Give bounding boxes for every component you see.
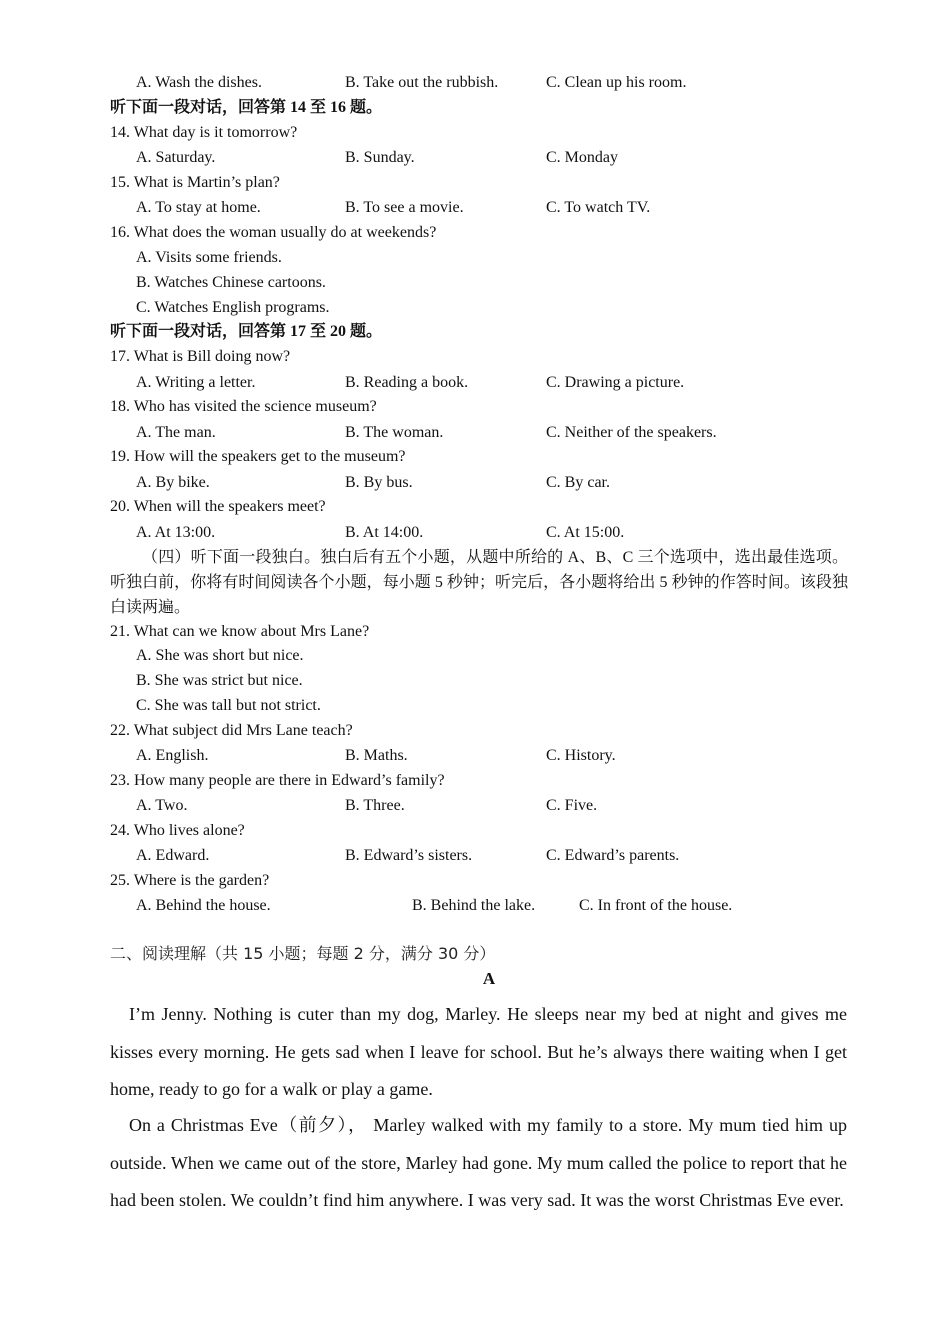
question-22: 22. What subject did Mrs Lane teach? xyxy=(110,722,353,739)
q19-option-b: B. By bus. xyxy=(345,474,413,491)
q24-option-c: C. Edward’s parents. xyxy=(546,847,680,864)
q21-option-b: B. She was strict but nice. xyxy=(136,672,303,689)
q15-option-b: B. To see a movie. xyxy=(345,199,464,216)
q23-option-b: B. Three. xyxy=(345,797,405,814)
question-25: 25. Where is the garden? xyxy=(110,872,270,889)
q20-option-c: C. At 15:00. xyxy=(546,524,625,541)
q16-option-c: C. Watches English programs. xyxy=(136,299,330,316)
q18-option-a: A. The man. xyxy=(136,424,216,441)
question-16: 16. What does the woman usually do at weekends? xyxy=(110,224,437,241)
question-20: 20. When will the speakers meet? xyxy=(110,498,326,515)
q25-option-c: C. In front of the house. xyxy=(579,897,733,914)
section-2-header: 二、阅读理解（共 15 小题；每题 2 分，满分 30 分） xyxy=(110,944,496,963)
q14-option-b: B. Sunday. xyxy=(345,149,415,166)
passage-title: A xyxy=(482,969,496,988)
q16-option-b: B. Watches Chinese cartoons. xyxy=(136,274,326,291)
q15-option-c: C. To watch TV. xyxy=(546,199,651,216)
q23-option-a: A. Two. xyxy=(136,797,188,814)
question-23: 23. How many people are there in Edward’s family? xyxy=(110,772,445,789)
q14-option-a: A. Saturday. xyxy=(136,149,216,166)
q22-option-c: C. History. xyxy=(546,747,616,764)
q15-option-a: A. To stay at home. xyxy=(136,199,261,216)
q19-option-a: A. By bike. xyxy=(136,474,210,491)
q17-option-b: B. Reading a book. xyxy=(345,374,469,391)
passage-paragraph: I’m Jenny. Nothing is cuter than my dog, Marley. He sleeps near my bed at night and gives me kisses every morning. He gets sad when I leave for school. But he’s always there waiting when I get home, ready to go for a walk or play a game. xyxy=(110,1004,847,1099)
question-21: 21. What can we know about Mrs Lane? xyxy=(110,623,370,640)
q25-option-b: B. Behind the lake. xyxy=(412,897,536,914)
q23-option-c: C. Five. xyxy=(546,797,598,814)
q14-option-c: C. Monday xyxy=(546,149,618,166)
question-19: 19. How will the speakers get to the museum? xyxy=(110,448,406,465)
q17-option-c: C. Drawing a picture. xyxy=(546,374,685,391)
question-14: 14. What day is it tomorrow? xyxy=(110,124,298,141)
q19-option-c: C. By car. xyxy=(546,474,610,491)
question-17: 17. What is Bill doing now? xyxy=(110,348,291,365)
q24-option-b: B. Edward’s sisters. xyxy=(345,847,473,864)
q13-option-a: A. Wash the dishes. xyxy=(136,74,262,91)
q21-option-c: C. She was tall but not strict. xyxy=(136,697,321,714)
q22-option-a: A. English. xyxy=(136,747,209,764)
instruction-14-16: 听下面一段对话，回答第 14 至 16 题。 xyxy=(110,99,383,116)
q24-option-a: A. Edward. xyxy=(136,847,210,864)
q18-option-b: B. The woman. xyxy=(345,424,444,441)
q13-option-c: C. Clean up his room. xyxy=(546,74,687,91)
q17-option-a: A. Writing a letter. xyxy=(136,374,256,391)
q21-option-a: A. She was short but nice. xyxy=(136,647,304,664)
part4-instructions: （四）听下面一段独白。独白后有五个小题，从题中所给的 A、B、C 三个选项中，选出最佳选项。听独白前，你将有时间阅读各个小题，每小题 5 秒钟；听完后，各小题将给出 5 秒钟的作答时间。该段独白读两遍。 xyxy=(110,549,848,616)
question-24: 24. Who lives alone? xyxy=(110,822,245,839)
question-15: 15. What is Martin’s plan? xyxy=(110,174,280,191)
q20-option-b: B. At 14:00. xyxy=(345,524,424,541)
q25-option-a: A. Behind the house. xyxy=(136,897,271,914)
q16-option-a: A. Visits some friends. xyxy=(136,249,282,266)
q18-option-c: C. Neither of the speakers. xyxy=(546,424,717,441)
q22-option-b: B. Maths. xyxy=(345,747,408,764)
q20-option-a: A. At 13:00. xyxy=(136,524,216,541)
passage-paragraph: On a Christmas Eve（前夕）， Marley walked with my family to a store. My mum tied him up outside. When we came out of the store, Marley had gone. My mum called the police to report that he had been stolen. We couldn’t find him anywhere. I was very sad. It was the worst Christmas Eve ever. xyxy=(110,1115,847,1210)
q13-option-b: B. Take out the rubbish. xyxy=(345,74,499,91)
question-18: 18. Who has visited the science museum? xyxy=(110,398,377,415)
instruction-17-20: 听下面一段对话，回答第 17 至 20 题。 xyxy=(110,323,383,340)
